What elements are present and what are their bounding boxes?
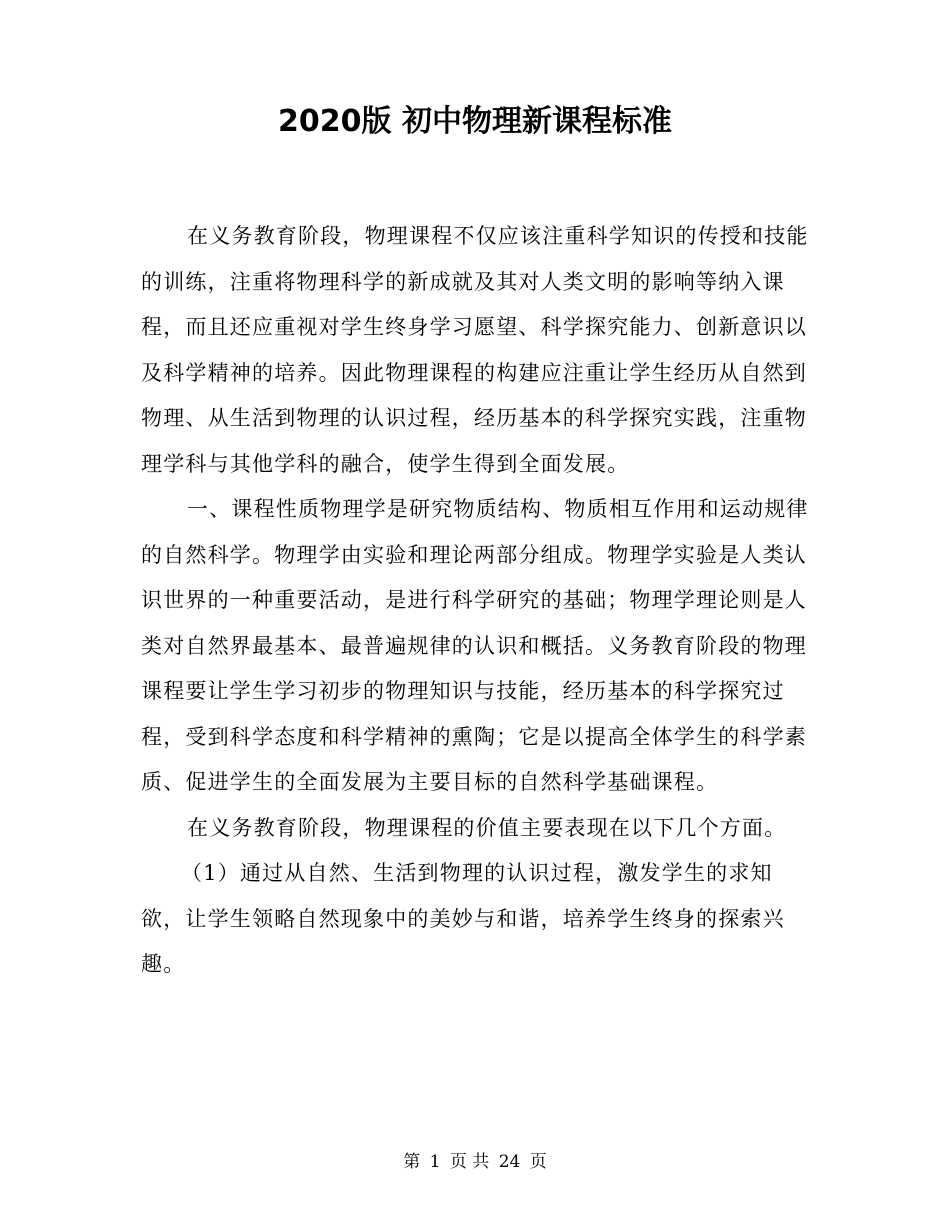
footer-total-pages: 24 [498,1152,521,1172]
paragraph-value-item-1: （1）通过从自然、生活到物理的认识过程，激发学生的求知欲，让学生领略自然现象中的美妙与和谐，培养学生终身的探索兴趣。 [141,861,785,976]
footer-page-number: 1 [429,1152,441,1172]
paragraph-intro: 在义务教育阶段，物理课程不仅应该注重科学知识的传授和技能的训练，注重将物理科学的新成就及其对人类文明的影响等纳入课程，而且还应重视对学生终身学习愿望、科学探究能力、创新意识以及科学精神的培养。因此物理课程的构建应注重让学生经历从自然到物理、从生活到物理的认识过程，经历基本的科学探究实践，注重物理学科与其他学科的融合，使学生得到全面发展。 [141,224,809,476]
document-body [141,214,809,988]
document-title: 2020版 初中物理新课程标准 [278,104,672,139]
paragraph-course-nature: 一、课程性质物理学是研究物质结构、物质相互作用和运动规律的自然科学。物理学由实验和理论两部分组成。物理学实验是人类认识世界的一种重要活动，是进行科学研究的基础；物理学理论则是人类对自然界最基本、最普遍规律的认识和概括。义务教育阶段的物理课程要让学生学习初步的物理知识与技能，经历基本的科学探究过程，受到科学态度和科学精神的熏陶；它是以提高全体学生的科学素质、促进学生的全面发展为主要目标的自然科学基础课程。 [141,497,809,794]
paragraph-course-value: 在义务教育阶段，物理课程的价值主要表现在以下几个方面。 [187,815,787,840]
footer-suffix: 页 [529,1152,547,1172]
page-footer [0,1148,950,1176]
footer-prefix: 第 [403,1152,421,1172]
footer-mid: 页 共 [449,1152,490,1172]
